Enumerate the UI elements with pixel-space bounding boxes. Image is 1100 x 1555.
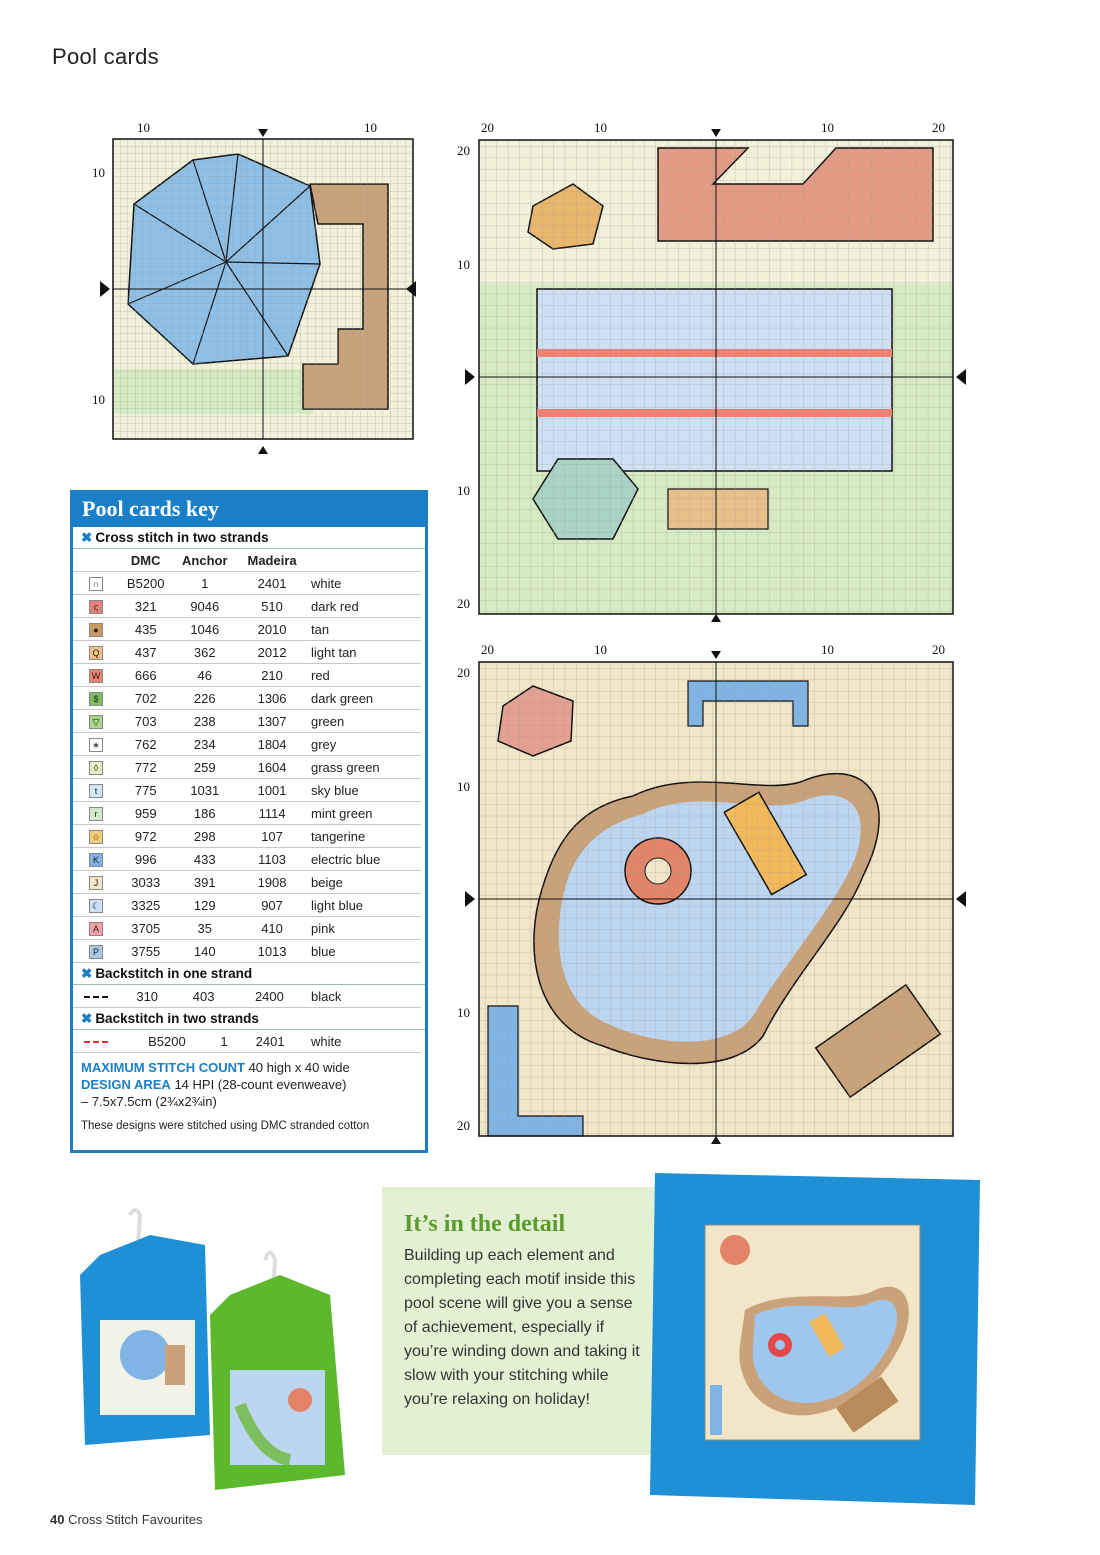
cell-name: sky blue	[307, 779, 421, 802]
key-panel	[70, 490, 428, 1153]
col-madeira: Madeira	[237, 549, 307, 572]
cell-madeira: 1908	[237, 871, 307, 894]
symbol-swatch-icon: $	[89, 692, 103, 706]
axis-label: 10	[457, 257, 470, 272]
cell-dmc: 3033	[119, 871, 172, 894]
cell-name: dark green	[307, 687, 421, 710]
cell-dmc: 762	[119, 733, 172, 756]
cell-dmc: 996	[119, 848, 172, 871]
table-row	[73, 779, 421, 802]
cell-anchor: 234	[172, 733, 237, 756]
symbol-swatch-icon: ◊	[89, 761, 103, 775]
key-section-backstitch-one: ✖ Backstitch in one strand	[73, 963, 425, 985]
table-row	[73, 894, 421, 917]
symbol-swatch-icon: ∗	[89, 738, 103, 752]
axis-label: 10	[137, 120, 150, 135]
cell-name: mint green	[307, 802, 421, 825]
table-row	[73, 871, 421, 894]
cell-dmc: 666	[119, 664, 172, 687]
cell-madeira: 107	[237, 825, 307, 848]
cell-madeira: 2012	[237, 641, 307, 664]
key-section-backstitch-two: ✖ Backstitch in two strands	[73, 1008, 425, 1030]
cell-anchor: 362	[172, 641, 237, 664]
axis-label: 20	[457, 143, 470, 158]
axis-label: 10	[457, 483, 470, 498]
cell-anchor: 140	[172, 940, 237, 963]
cell-dmc: 959	[119, 802, 172, 825]
table-row	[73, 756, 421, 779]
page-footer	[50, 1512, 202, 1527]
symbol-swatch-icon: ●	[89, 623, 103, 637]
cell-dmc: B5200	[119, 572, 172, 595]
cell-anchor: 433	[172, 848, 237, 871]
cell-anchor: 226	[172, 687, 237, 710]
cell-dmc: 3755	[119, 940, 172, 963]
cell-dmc: 3325	[119, 894, 172, 917]
finished-card-photo	[650, 1165, 985, 1510]
cross-icon: ✖	[81, 966, 93, 981]
table-row	[73, 641, 421, 664]
symbol-swatch-icon: K	[89, 853, 103, 867]
axis-label: 20	[457, 596, 470, 611]
cell-name: blue	[307, 940, 421, 963]
symbol-swatch-icon: r	[89, 807, 103, 821]
table-row	[73, 733, 421, 756]
table-row	[73, 917, 421, 940]
detail-body: Building up each element and completing each motif inside this pool scene will give you a sense of achievement, especially if you’re winding down and taking it slow with your stitching while you’re relaxing on holiday!	[404, 1247, 640, 1408]
page-number: 40	[50, 1512, 65, 1527]
axis-label: 10	[92, 392, 105, 407]
cell-anchor: 129	[172, 894, 237, 917]
cell-name: tan	[307, 618, 421, 641]
cell-madeira: 510	[237, 595, 307, 618]
cross-icon: ✖	[81, 530, 93, 545]
symbol-swatch-icon: ▽	[89, 715, 103, 729]
symbol-swatch-icon: ☾	[89, 899, 103, 913]
detail-panel	[382, 1187, 662, 1455]
cell-name: red	[307, 664, 421, 687]
symbol-swatch-icon: Q	[89, 646, 103, 660]
symbol-swatch-icon: t	[89, 784, 103, 798]
cell-dmc: 3705	[119, 917, 172, 940]
cell-name: light tan	[307, 641, 421, 664]
axis-label: 10	[92, 165, 105, 180]
cell-dmc: 775	[119, 779, 172, 802]
axis-label: 20	[932, 120, 945, 135]
cell-dmc: 772	[119, 756, 172, 779]
table-row	[73, 618, 421, 641]
cell-name: grey	[307, 733, 421, 756]
cell-madeira: 1306	[237, 687, 307, 710]
cell-anchor: 35	[172, 917, 237, 940]
axis-label: 20	[457, 665, 470, 680]
table-row: 310 403 2400 black	[73, 985, 421, 1008]
pool-house-chart	[463, 124, 968, 624]
cell-madeira: 1114	[237, 802, 307, 825]
axis-label: 10	[364, 120, 377, 135]
table-row	[73, 710, 421, 733]
black-backstitch-icon	[84, 996, 108, 998]
axis-label: 10	[457, 1005, 470, 1020]
table-row	[73, 595, 421, 618]
col-anchor: Anchor	[172, 549, 237, 572]
cell-dmc: 703	[119, 710, 172, 733]
cell-dmc: 972	[119, 825, 172, 848]
symbol-swatch-icon: ☆	[89, 830, 103, 844]
cell-anchor: 186	[172, 802, 237, 825]
table-row	[73, 802, 421, 825]
symbol-swatch-icon: ∩	[89, 577, 103, 591]
cell-madeira: 2010	[237, 618, 307, 641]
magazine-name: Cross Stitch Favourites	[68, 1512, 203, 1527]
cell-name: tangerine	[307, 825, 421, 848]
umbrella-chart	[98, 124, 418, 459]
cell-name: pink	[307, 917, 421, 940]
symbol-swatch-icon: J	[89, 876, 103, 890]
gift-tags-photo	[75, 1205, 355, 1495]
thread-table	[73, 549, 421, 963]
axis-label: 10	[821, 120, 834, 135]
table-row	[73, 825, 421, 848]
table-row	[73, 687, 421, 710]
page-title: Pool cards	[52, 44, 159, 69]
cell-name: beige	[307, 871, 421, 894]
cell-anchor: 1031	[172, 779, 237, 802]
cell-madeira: 1103	[237, 848, 307, 871]
table-row	[73, 664, 421, 687]
cell-madeira: 1001	[237, 779, 307, 802]
axis-label: 10	[594, 642, 607, 657]
axis-label: 20	[457, 1118, 470, 1133]
backstitch-table-two	[73, 1030, 421, 1053]
axis-label: 20	[481, 642, 494, 657]
cell-dmc: 437	[119, 641, 172, 664]
cell-madeira: 1013	[237, 940, 307, 963]
design-info: MAXIMUM STITCH COUNT 40 high x 40 wide DESIGN AREA 14 HPI (28-count evenweave) – 7.5x7.5cm (2¾x2¾in) These designs were stitched using DMC stranded cotton	[81, 1060, 370, 1132]
cell-dmc: 321	[119, 595, 172, 618]
cell-anchor: 46	[172, 664, 237, 687]
symbol-swatch-icon: ς	[89, 600, 103, 614]
table-row	[73, 940, 421, 963]
cell-dmc: 702	[119, 687, 172, 710]
axis-label: 10	[594, 120, 607, 135]
cell-name: grass green	[307, 756, 421, 779]
cell-madeira: 2401	[237, 572, 307, 595]
cell-name: white	[307, 572, 421, 595]
cell-anchor: 9046	[172, 595, 237, 618]
cell-madeira: 210	[237, 664, 307, 687]
cell-madeira: 907	[237, 894, 307, 917]
cell-madeira: 410	[237, 917, 307, 940]
detail-heading: It’s in the detail	[404, 1211, 566, 1237]
cell-anchor: 1	[172, 572, 237, 595]
table-row	[73, 848, 421, 871]
cell-anchor: 238	[172, 710, 237, 733]
cell-name: dark red	[307, 595, 421, 618]
cell-anchor: 259	[172, 756, 237, 779]
cell-name: green	[307, 710, 421, 733]
cell-anchor: 391	[172, 871, 237, 894]
table-row: B5200 1 2401 white	[73, 1030, 421, 1053]
cross-icon: ✖	[81, 1011, 93, 1026]
white-backstitch-icon	[84, 1041, 108, 1043]
pool-scene-chart	[463, 646, 968, 1146]
table-row	[73, 572, 421, 595]
axis-label: 20	[481, 120, 494, 135]
cell-name: electric blue	[307, 848, 421, 871]
cell-madeira: 1804	[237, 733, 307, 756]
cell-name: light blue	[307, 894, 421, 917]
cell-anchor: 298	[172, 825, 237, 848]
cell-dmc: 435	[119, 618, 172, 641]
axis-label: 10	[821, 642, 834, 657]
cell-anchor: 1046	[172, 618, 237, 641]
symbol-swatch-icon: A	[89, 922, 103, 936]
symbol-swatch-icon: P	[89, 945, 103, 959]
symbol-swatch-icon: W	[89, 669, 103, 683]
col-dmc: DMC	[119, 549, 172, 572]
backstitch-table-one	[73, 985, 421, 1008]
key-section-cross: ✖ Cross stitch in two strands	[73, 527, 425, 549]
cell-madeira: 1307	[237, 710, 307, 733]
cell-madeira: 1604	[237, 756, 307, 779]
key-title: Pool cards key	[73, 490, 425, 527]
axis-label: 20	[932, 642, 945, 657]
axis-label: 10	[457, 779, 470, 794]
